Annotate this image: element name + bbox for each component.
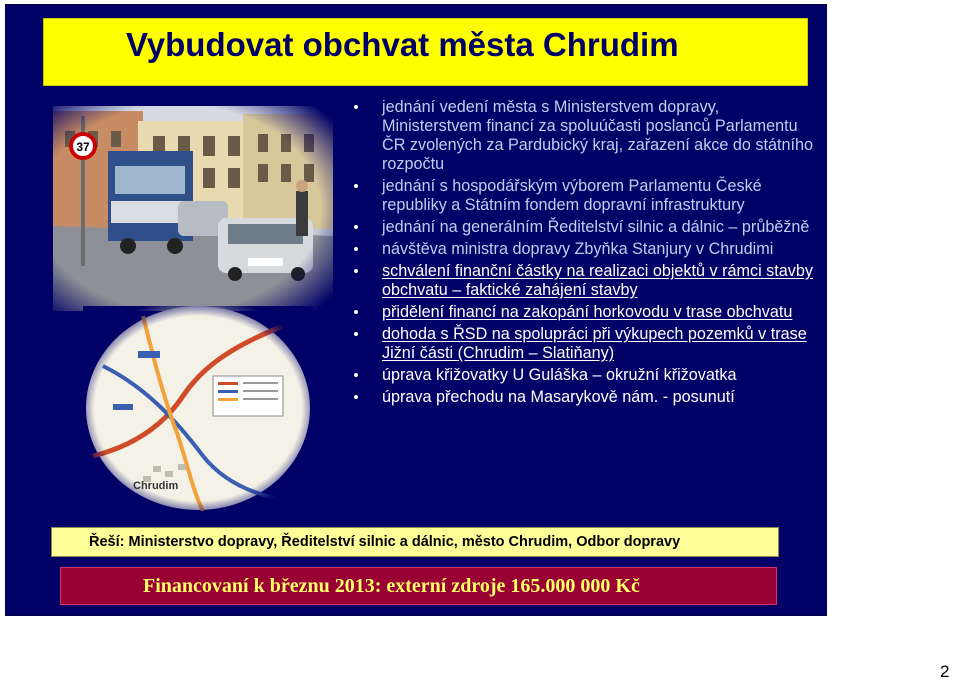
bullet-list xyxy=(350,98,820,410)
bullet-dot-icon xyxy=(354,373,358,377)
bullet-text: úprava přechodu na Masarykově nám. - posunutí xyxy=(382,388,735,406)
responsible-text: Řeší: Ministerstvo dopravy, Ředitelství silnic a dálnic, město Chrudim, Odbor dopravy xyxy=(89,534,681,550)
route-map xyxy=(83,306,313,511)
bullet-item xyxy=(350,262,820,300)
slide xyxy=(5,4,827,616)
page-title: Vybudovat obchvat města Chrudim xyxy=(126,26,679,63)
bullet-text: návštěva ministra dopravy Zbyňka Stanjury v Chrudimi xyxy=(382,240,774,258)
route-map-image xyxy=(83,306,313,511)
bullet-item xyxy=(350,325,820,363)
responsible-box xyxy=(51,527,779,557)
page-number: 2 xyxy=(940,662,950,681)
bullet-text: dohoda s ŘSD na spolupráci při výkupech pozemků v trase Jižní části (Chrudim – Slatiňany) xyxy=(382,325,807,362)
bullet-item xyxy=(350,240,820,259)
traffic-photo xyxy=(53,106,333,311)
bullet-item xyxy=(350,366,820,385)
bullet-dot-icon xyxy=(354,395,358,399)
bullet-text: jednání na generálním Ředitelství silnic a dálnic – průběžně xyxy=(382,218,810,236)
bullet-dot-icon xyxy=(354,310,358,314)
bullet-dot-icon xyxy=(354,105,358,109)
bullet-dot-icon xyxy=(354,247,358,251)
title-box xyxy=(43,18,808,86)
bullet-text: úprava křižovatky U Guláška – okružní křižovatka xyxy=(382,366,737,384)
bullet-text: přidělení financí na zakopání horkovodu v trase obchvatu xyxy=(382,303,793,321)
financing-text: Financovaní k březnu 2013: externí zdroje 165.000 000 Kč xyxy=(143,575,640,597)
traffic-photo-image xyxy=(53,106,333,311)
bullet-dot-icon xyxy=(354,184,358,188)
bullet-item xyxy=(350,388,820,407)
bullet-item xyxy=(350,218,820,237)
bullet-item xyxy=(350,98,820,174)
bullet-dot-icon xyxy=(354,269,358,273)
bullet-dot-icon xyxy=(354,332,358,336)
financing-box xyxy=(60,567,777,605)
bullet-text: jednání s hospodářským výborem Parlamentu České republiky a Státním fondem dopravní infrastruktury xyxy=(382,177,762,214)
bullet-item xyxy=(350,177,820,215)
bullet-item xyxy=(350,303,820,322)
bullet-dot-icon xyxy=(354,225,358,229)
bullet-text: schválení finanční částky na realizaci objektů v rámci stavby obchvatu – faktické zahájení stavby xyxy=(382,262,813,299)
bullet-text: jednání vedení města s Ministerstvem dopravy, Ministerstvem financí za spoluúčasti poslanců Parlamentu ČR zvolených za Pardubický kraj, zařazení akce do státního rozpočtu xyxy=(382,98,813,173)
